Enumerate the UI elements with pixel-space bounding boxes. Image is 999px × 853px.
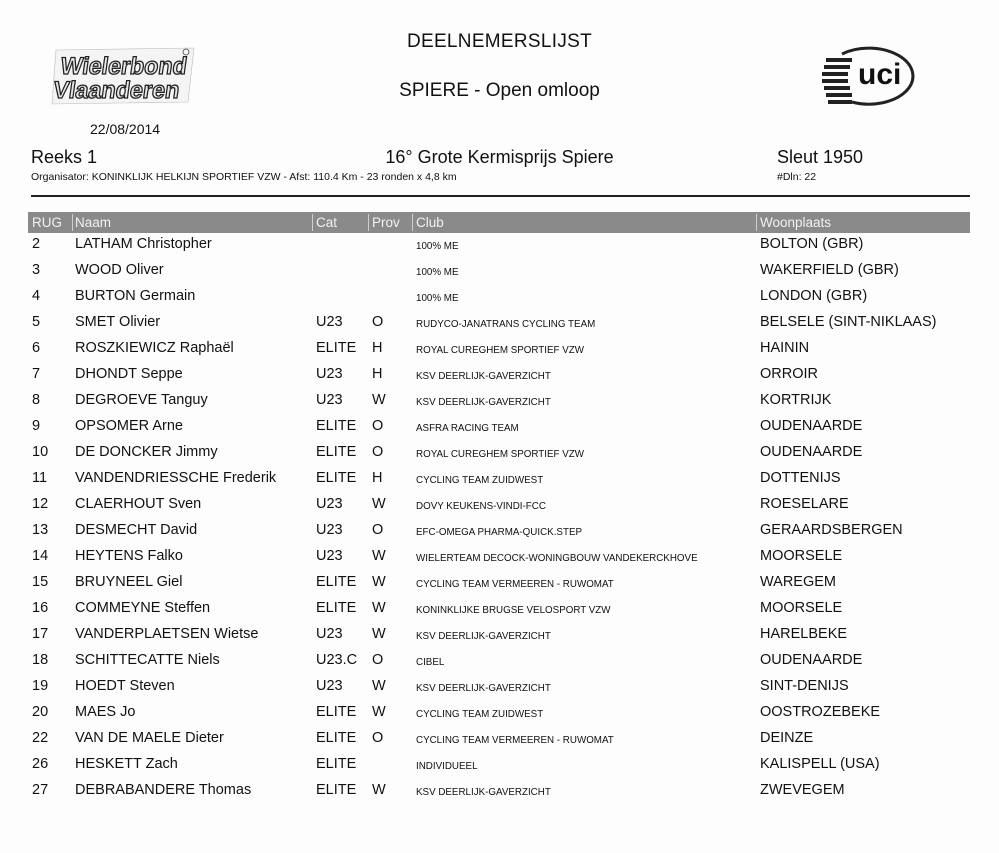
province-cell: W [372,626,386,642]
club-cell: 100% ME [416,267,459,278]
province-cell: O [372,522,384,538]
rug-cell: 3 [32,262,41,278]
col-woonplaats: Woonplaats [760,215,832,230]
rug-cell: 5 [32,314,41,330]
name-cell: MAES Jo [75,704,136,720]
province-cell: H [372,340,383,356]
rug-cell: 19 [32,678,49,694]
club-cell: CYCLING TEAM ZUIDWEST [416,709,544,720]
category-cell: U23.C [316,652,358,668]
province-cell: H [372,366,383,382]
club-cell: KSV DEERLIJK-GAVERZICHT [416,371,551,382]
residence-cell: WAREGEM [760,574,836,590]
category-cell: U23 [316,366,343,382]
club-cell: 100% ME [416,241,459,252]
club-cell: INDIVIDUEEL [416,761,478,772]
club-cell: CYCLING TEAM ZUIDWEST [416,475,544,486]
table-row [28,233,970,259]
table-row [28,415,970,441]
residence-cell: ORROIR [760,366,818,382]
province-cell: O [372,444,384,460]
table-row [28,779,970,805]
table-row [28,311,970,337]
rug-cell: 12 [32,496,49,512]
residence-cell: MOORSELE [760,600,843,616]
name-cell: COMMEYNE Steffen [75,600,211,616]
series-label: Reeks 1 [31,147,98,167]
club-cell: KSV DEERLIJK-GAVERZICHT [416,397,551,408]
category-cell: U23 [316,314,343,330]
residence-cell: LONDON (GBR) [760,288,868,304]
category-cell: U23 [316,522,343,538]
name-cell: BURTON Germain [75,288,196,304]
table-row [28,493,970,519]
province-cell: O [372,652,384,668]
province-cell: O [372,730,384,746]
residence-cell: HARELBEKE [760,626,848,642]
table-row [28,701,970,727]
club-cell: KSV DEERLIJK-GAVERZICHT [416,631,551,642]
category-cell: U23 [316,392,343,408]
name-cell: DE DONCKER Jimmy [75,444,218,460]
table-row [28,753,970,779]
province-cell: W [372,392,386,408]
residence-cell: ZWEVEGEM [760,782,845,798]
category-cell: ELITE [316,574,357,590]
category-cell: U23 [316,496,343,512]
svg-text:Wielerbond: Wielerbond [58,53,194,80]
rug-cell: 27 [32,782,49,798]
rug-cell: 15 [32,574,49,590]
name-cell: ROSZKIEWICZ Raphaël [75,340,234,356]
province-cell: W [372,704,386,720]
category-cell: ELITE [316,444,357,460]
rug-cell: 22 [32,730,49,746]
residence-cell: ROESELARE [760,496,849,512]
table-row [28,571,970,597]
category-cell: U23 [316,548,343,564]
table-row [28,519,970,545]
name-cell: VAN DE MAELE Dieter [75,730,224,746]
rug-cell: 26 [32,756,49,772]
club-cell: ASFRA RACING TEAM [416,423,519,434]
residence-cell: SINT-DENIJS [760,678,849,694]
rug-cell: 8 [32,392,41,408]
rug-cell: 4 [32,288,41,304]
table-row [28,545,970,571]
column-separator [756,214,757,231]
category-cell: ELITE [316,340,357,356]
event-date: 22/08/2014 [90,121,161,137]
name-cell: DEBRABANDERE Thomas [75,782,252,798]
name-cell: WOOD Oliver [75,262,164,278]
col-cat: Cat [316,215,338,230]
category-cell: ELITE [316,756,357,772]
table-header [28,212,970,233]
name-cell: VANDENDRIESSCHE Frederik [75,470,277,486]
residence-cell: OUDENAARDE [760,652,863,668]
table-row [28,259,970,285]
residence-cell: OUDENAARDE [760,444,863,460]
name-cell: HOEDT Steven [75,678,175,694]
category-cell: ELITE [316,730,357,746]
name-cell: BRUYNEEL Giel [75,574,183,590]
name-cell: CLAERHOUT Sven [75,496,202,512]
club-cell: CYCLING TEAM VERMEEREN - RUWOMAT [416,579,614,590]
residence-cell: DEINZE [760,730,814,746]
club-cell: CYCLING TEAM VERMEEREN - RUWOMAT [416,735,614,746]
category-cell: ELITE [316,704,357,720]
name-cell: DESMECHT David [75,522,198,538]
name-cell: OPSOMER Arne [75,418,183,434]
club-cell: ROYAL CUREGHEM SPORTIEF VZW [416,449,585,460]
club-cell: KSV DEERLIJK-GAVERZICHT [416,683,551,694]
column-separator [72,214,73,231]
table-row [28,363,970,389]
province-cell: W [372,548,386,564]
rug-cell: 11 [32,470,48,486]
column-separator [412,214,413,231]
residence-cell: KORTRIJK [760,392,832,408]
residence-cell: WAKERFIELD (GBR) [760,262,899,278]
column-separator [312,214,313,231]
name-cell: DEGROEVE Tanguy [75,392,208,408]
table-row [28,389,970,415]
club-cell: EFC-OMEGA PHARMA-QUICK.STEP [416,527,583,538]
table-row [28,285,970,311]
col-prov: Prov [372,215,400,230]
club-cell: KONINKLIJKE BRUGSE VELOSPORT VZW [416,605,611,616]
rug-cell: 2 [32,236,41,252]
residence-cell: KALISPELL (USA) [760,756,880,772]
svg-text:uci: uci [858,58,902,91]
rug-cell: 10 [32,444,49,460]
province-cell: W [372,678,386,694]
residence-cell: HAININ [760,340,810,356]
table-row [28,727,970,753]
name-cell: SMET Olivier [75,314,161,330]
category-cell: U23 [316,678,343,694]
name-cell: SCHITTECATTE Niels [75,652,220,668]
participants-table [28,212,970,805]
rug-cell: 14 [32,548,49,564]
club-cell: DOVY KEUKENS-VINDI-FCC [416,501,546,512]
residence-cell: GERAARDSBERGEN [760,522,903,538]
residence-cell: BOLTON (GBR) [760,236,864,252]
province-cell: W [372,782,386,798]
rug-cell: 9 [32,418,41,434]
rug-cell: 17 [32,626,49,642]
rug-cell: 18 [32,652,49,668]
race-name: 16° Grote Kermisprijs Spiere [385,147,614,167]
col-rug: RUG [32,215,62,230]
table-row [28,597,970,623]
club-cell: KSV DEERLIJK-GAVERZICHT [416,787,551,798]
province-cell: O [372,314,384,330]
residence-cell: BELSELE (SINT-NIKLAAS) [760,314,937,330]
category-cell: ELITE [316,418,357,434]
residence-cell: OOSTROZEBEKE [760,704,881,720]
province-cell: O [372,418,384,434]
club-cell: ROYAL CUREGHEM SPORTIEF VZW [416,345,585,356]
participant-count: #Dln: 22 [777,171,817,183]
header-divider [31,195,970,197]
rug-cell: 6 [32,340,41,356]
table-row [28,441,970,467]
residence-cell: MOORSELE [760,548,843,564]
organizer-line: Organisator: KONINKLIJK HELKIJN SPORTIEF VZW - Afst: 110.4 Km - 23 ronden x 4,8 km [31,171,457,183]
col-club: Club [416,215,444,230]
club-cell: 100% ME [416,293,459,304]
category-cell: ELITE [316,782,357,798]
rug-cell: 13 [32,522,49,538]
name-cell: HESKETT Zach [75,756,178,772]
club-cell: RUDYCO-JANATRANS CYCLING TEAM [416,319,596,330]
svg-text:Vlaanderen: Vlaanderen [51,77,185,104]
col-naam: Naam [75,215,112,230]
table-row [28,623,970,649]
document-title: DEELNEMERSLIJST [406,31,593,52]
closing-time: Sleut 1950 [777,147,864,167]
province-cell: H [372,470,383,486]
name-cell: LATHAM Christopher [75,236,212,252]
category-cell: U23 [316,626,343,642]
event-subtitle: SPIERE - Open omloop [399,80,600,101]
category-cell: ELITE [316,600,357,616]
rug-cell: 16 [32,600,49,616]
table-row [28,467,970,493]
residence-cell: OUDENAARDE [760,418,863,434]
name-cell: DHONDT Seppe [75,366,183,382]
province-cell: W [372,574,386,590]
category-cell: ELITE [316,470,357,486]
table-row [28,337,970,363]
province-cell: W [372,600,386,616]
province-cell: W [372,496,386,512]
table-row [28,675,970,701]
table-row [28,649,970,675]
name-cell: HEYTENS Falko [75,548,183,564]
name-cell: VANDERPLAETSEN Wietse [75,626,259,642]
rug-cell: 7 [32,366,41,382]
column-separator [368,214,369,231]
club-cell: WIELERTEAM DECOCK-WONINGBOUW VANDEKERCKHOVE [416,553,698,564]
rug-cell: 20 [32,704,49,720]
residence-cell: DOTTENIJS [760,470,841,486]
club-cell: CIBEL [416,657,445,668]
table-body [28,233,970,805]
